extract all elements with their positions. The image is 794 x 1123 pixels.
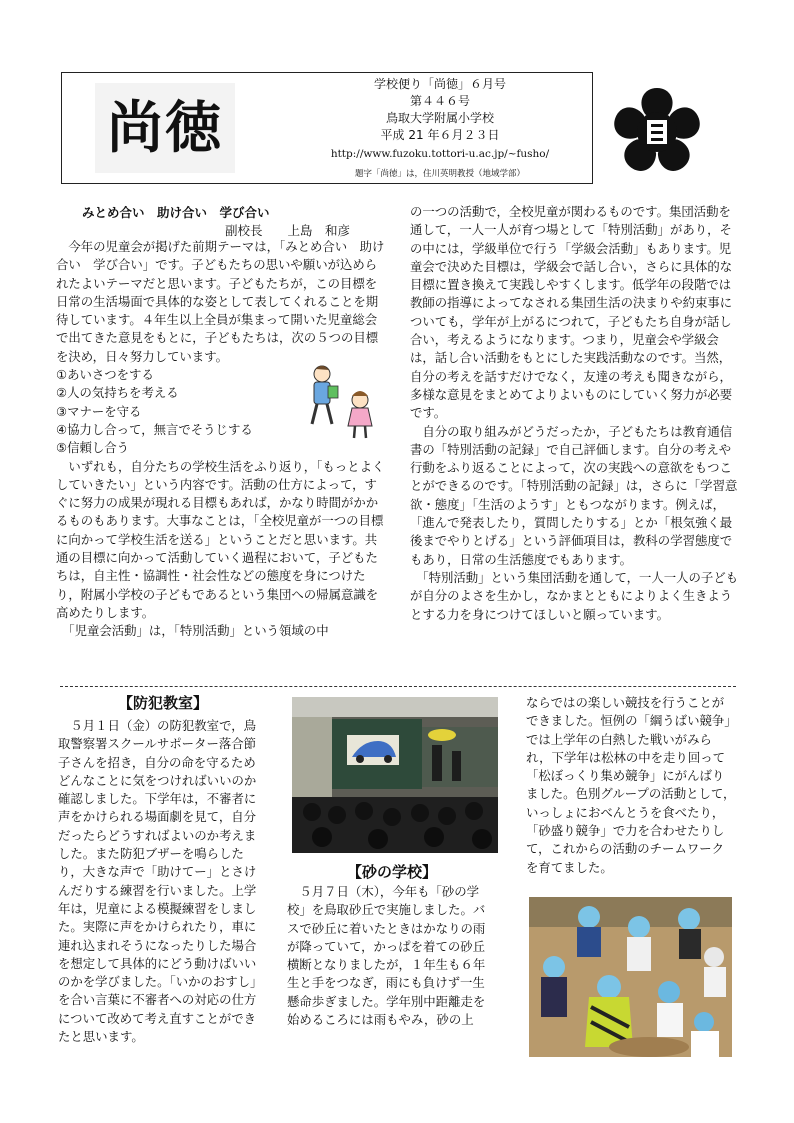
goal-list (56, 366, 386, 457)
issue-date: 平成 21 年６月２３日 (380, 128, 500, 142)
goal-item: ②人の気持ちを考える (56, 385, 179, 401)
goal-item: ①あいさつをする (56, 367, 154, 383)
sand-school-title: 【砂の学校】 (346, 863, 437, 881)
article-author: 副校長 上島 和彦 (225, 223, 351, 238)
goal-item: ③マナーを守る (56, 403, 142, 419)
sand-school-body: ５月７日（木），今年も「砂の学校」を鳥取砂丘で実施しました。バスで砂丘に着いたときはかなりの雨が降っていて，かっぱを着ての砂丘横断となりましたが，１年生も６年生と手をつなぎ，雨にも負けず一生懸命歩ぎました。学年別中距離走を始めるころには雨もやみ，砂の上 (287, 884, 486, 1028)
goal-item: ⑤信頼し合う (56, 440, 130, 456)
goal-item: ④協力し合って，無言でそうじする (56, 421, 253, 437)
crime-prevention-title: 【防犯教室】 (117, 694, 208, 712)
masthead-logo: 尚徳 (95, 83, 235, 173)
school-crest-icon (602, 82, 712, 180)
children-in-sand-icon (529, 897, 732, 1057)
article-paragraph: の一つの活動で，全校児童が関わるものです。集団活動を通して，一人一人が育つ場として「特別活動」があり，その中には，学級単位で行う「学級会活動」もあります。児童会で決めた目標は，学級会で話し合い，さらに具体的な目標に置き換えて実践しやすくします。低学年の段階では教師の指導によってなされる集団生活の決まりや約束事についても，学年が上がるにつれて，子どもたち自身が話し合い，考えるようになります。つまり，児童会や学級会は，話し合い活動をもとにした実践活動なのです。当然，自分の考えを話すだけでなく，友達の考えも聞きながら，多様な意見をまとめてよりよいものにしていく努力が必要です。 (410, 204, 733, 421)
school-name: 鳥取大学附属小学校 (385, 111, 494, 125)
article-paragraph: 今年の児童会が掲げた前期テーマは，「みとめ合い 助け合い 学び合い」です。子どもたちの思いや願いが込められたよいテーマだと思います。子どもたちが，この目標を日常の生活場面で具体的な姿として表してくれることを期待しています。４年生以上全員が集まって開いた児童総会で出てきた意見をもとに，子どもたちは，次の５つの目標を決め，日々努力しています。 (56, 239, 385, 364)
article-title: みとめ合い 助け合い 学び合い (82, 205, 270, 220)
article-paragraph: いずれも，自分たちの学校生活をふり返り，「もっとよくしていきたい」という内容です。活動の仕方によって，すぐに努力の成果が現れる目標もあれば，かなり時間がかかるものもあります。大事なことは，「全校児童が一つの目標に向かって学校生活を送る」ということだと思います。共通の目標に向かって活動していく過程において，子どもたちは，自主性・協調性・社会性などの態度を身につけたり，附属小学校の子どもであるという集団への帰属意識を高めたりします。 (56, 458, 385, 620)
article-paragraph: 自分の取り組みがどうだったか，子どもたちは教育通信書の「特別活動の記録」で自己評価します。自分の考えや行動をふり返ることによって，次の実践への意欲をもつことができるのです。「特別活動の記録」は，さらに「学習意欲・態度」「生活のようす」ともつながります。例えば，「進んで発表したり，質問したりする」とか「根気強く最後までやりとげる」という評価項目は，教科の学習態度でもあり，日常の生活態度でもあります。 (410, 423, 738, 567)
section-divider (60, 686, 736, 687)
issue-number: 第４４６号 (409, 94, 470, 108)
article-left-column (56, 238, 386, 641)
sand-school-photo (529, 897, 732, 1057)
sand-school-body-continued: ならではの楽しい競技を行うことができました。恒例の「綱うばい競争」では上学年の白熱した戦いがみられ，下学年は松林の中を走り回って「松ぼっくり集め競争」にがんばりました。色別グループの活動として，いっしょにおべんとうを食べたり，「砂盛り競争」で力を合わせたりして，これからの活動のチームワークを育てました。 (526, 695, 736, 875)
classroom-scene-icon (292, 697, 498, 853)
newsletter-name: 学校便り「尚徳」６月号 (373, 77, 506, 91)
article-paragraph: 「特別活動」という集団活動を通して，一人一人の子どもが自分のよさを生かし，なかまとともによりよく生きようとする力を身につけてほしいと願っています。 (410, 569, 739, 622)
article-right-column (410, 203, 740, 624)
crime-prevention-photo (292, 697, 498, 853)
crime-prevention-body: ５月１日（金）の防犯教室で，鳥取警察署スクールサポーター落合節子さんを招き，自分の命を守るためどんなことに気をつければいいのか確認しました。下学年は，不審者に声をかけられる場面劇を見て，自分だったらどうすればよいのか考えました。また防犯ブザーを鳴らしたり，大きな声で「助けてー」とさけんだりする練習を行いました。上学年は，児童による模擬練習をしました。実際に声をかけられたり，車に連れ込まれそうになったりした場合を想定して具体的にどう動けばいいのかを学びました。「いかのおすし」を合い言葉に不審者への対応の仕方について改めて考え直すことができたと思います。 (58, 718, 263, 1045)
logo-credit: 題字「尚徳」は，住川英明教授（地域学部） (354, 169, 525, 179)
children-illustration-icon (302, 362, 380, 442)
school-url[interactable]: http://www.fuzoku.tottori-u.ac.jp/~fusho/ (330, 148, 550, 160)
article-paragraph: 「児童会活動」は，「特別活動」という領域の中 (56, 623, 329, 639)
